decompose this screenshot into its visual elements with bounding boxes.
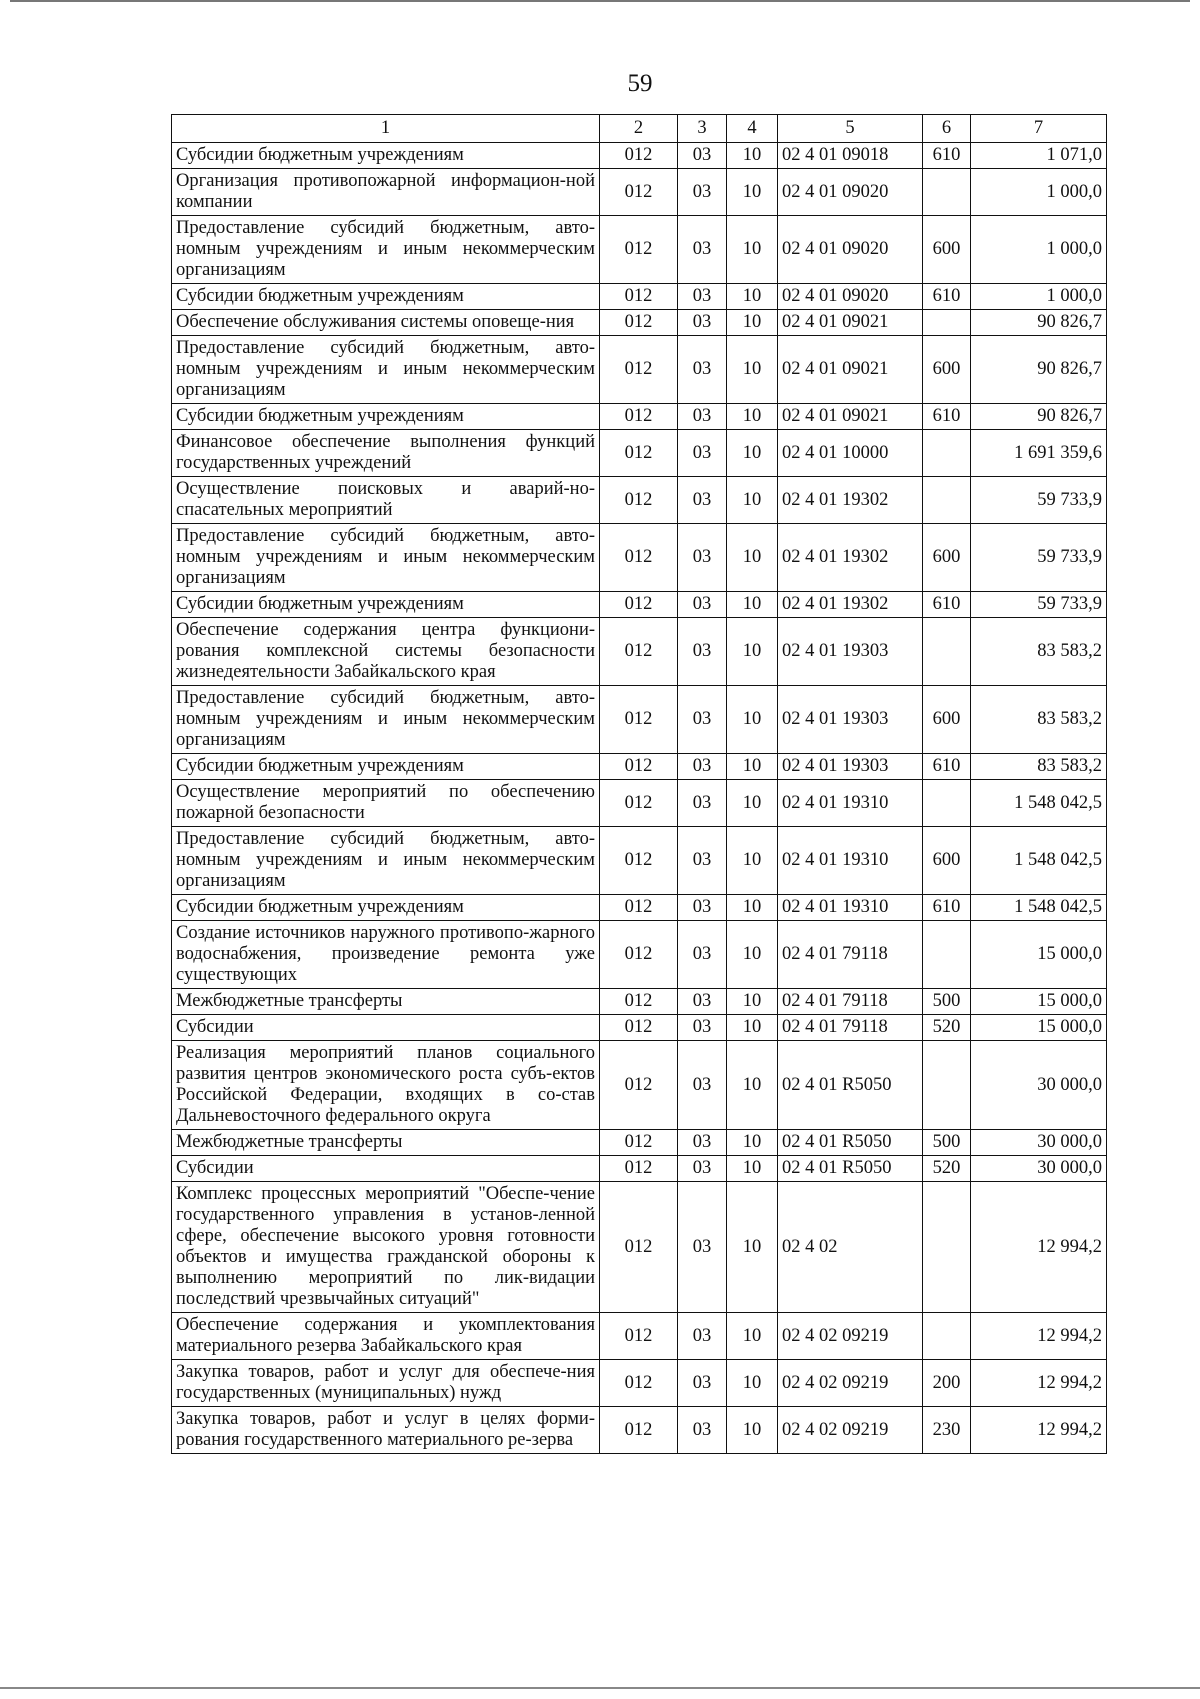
row-section: 03 <box>678 780 727 827</box>
row-admin-code: 012 <box>600 310 678 336</box>
row-amount: 1 691 359,6 <box>971 430 1107 477</box>
row-subsection: 10 <box>727 336 778 404</box>
row-subsection: 10 <box>727 780 778 827</box>
row-subsection: 10 <box>727 169 778 216</box>
row-admin-code: 012 <box>600 1407 678 1454</box>
row-name: Субсидии бюджетным учреждениям <box>172 895 600 921</box>
row-section: 03 <box>678 1360 727 1407</box>
row-name: Субсидии бюджетным учреждениям <box>172 143 600 169</box>
row-expense-type <box>923 1313 971 1360</box>
header-col-3: 3 <box>678 115 727 143</box>
row-name: Обеспечение содержания и укомплектования материального резерва Забайкальского края <box>172 1313 600 1360</box>
row-admin-code: 012 <box>600 1015 678 1041</box>
row-admin-code: 012 <box>600 1182 678 1313</box>
row-name: Субсидии <box>172 1156 600 1182</box>
row-target-code: 02 4 01 79118 <box>778 989 923 1015</box>
row-section: 03 <box>678 754 727 780</box>
row-admin-code: 012 <box>600 404 678 430</box>
row-amount: 1 000,0 <box>971 169 1107 216</box>
row-name: Реализация мероприятий планов социального развития центров экономического роста субъ-ектов Российской Федерации, входящих в со-став Дальневосточного федерального округа <box>172 1041 600 1130</box>
header-col-2: 2 <box>600 115 678 143</box>
table-row <box>172 336 1107 404</box>
row-amount: 1 071,0 <box>971 143 1107 169</box>
header-col-4: 4 <box>727 115 778 143</box>
table-row <box>172 1313 1107 1360</box>
row-name: Субсидии <box>172 1015 600 1041</box>
row-section: 03 <box>678 430 727 477</box>
row-name: Предоставление субсидий бюджетным, авто-номным учреждениям и иным некоммерческим организациям <box>172 827 600 895</box>
row-target-code: 02 4 01 09021 <box>778 310 923 336</box>
row-subsection: 10 <box>727 921 778 989</box>
row-admin-code: 012 <box>600 618 678 686</box>
header-row <box>172 115 1107 143</box>
row-amount: 59 733,9 <box>971 592 1107 618</box>
row-target-code: 02 4 01 09018 <box>778 143 923 169</box>
row-admin-code: 012 <box>600 430 678 477</box>
row-target-code: 02 4 01 09021 <box>778 336 923 404</box>
row-admin-code: 012 <box>600 895 678 921</box>
row-expense-type: 520 <box>923 1156 971 1182</box>
row-amount: 12 994,2 <box>971 1360 1107 1407</box>
table-row <box>172 1182 1107 1313</box>
row-expense-type: 610 <box>923 404 971 430</box>
row-subsection: 10 <box>727 477 778 524</box>
table-row <box>172 169 1107 216</box>
row-target-code: 02 4 01 19303 <box>778 754 923 780</box>
row-admin-code: 012 <box>600 827 678 895</box>
row-subsection: 10 <box>727 592 778 618</box>
row-amount: 59 733,9 <box>971 477 1107 524</box>
row-admin-code: 012 <box>600 1156 678 1182</box>
row-name: Финансовое обеспечение выполнения функций государственных учреждений <box>172 430 600 477</box>
row-section: 03 <box>678 618 727 686</box>
row-target-code: 02 4 01 10000 <box>778 430 923 477</box>
table-row <box>172 592 1107 618</box>
scan-top-edge <box>10 0 1190 2</box>
row-expense-type: 610 <box>923 284 971 310</box>
row-expense-type <box>923 477 971 524</box>
row-amount: 30 000,0 <box>971 1041 1107 1130</box>
row-section: 03 <box>678 216 727 284</box>
table-row <box>172 430 1107 477</box>
row-subsection: 10 <box>727 1015 778 1041</box>
row-expense-type <box>923 310 971 336</box>
row-subsection: 10 <box>727 686 778 754</box>
row-name: Обеспечение содержания центра функциони-рования комплексной системы безопасности жизнедеятельности Забайкальского края <box>172 618 600 686</box>
row-subsection: 10 <box>727 1360 778 1407</box>
row-expense-type <box>923 921 971 989</box>
table-row <box>172 618 1107 686</box>
table-row <box>172 827 1107 895</box>
row-target-code: 02 4 01 19303 <box>778 618 923 686</box>
row-name: Субсидии бюджетным учреждениям <box>172 592 600 618</box>
row-name: Предоставление субсидий бюджетным, авто-номным учреждениям и иным некоммерческим организациям <box>172 524 600 592</box>
row-amount: 83 583,2 <box>971 686 1107 754</box>
row-section: 03 <box>678 1156 727 1182</box>
row-target-code: 02 4 01 19310 <box>778 827 923 895</box>
row-amount: 15 000,0 <box>971 1015 1107 1041</box>
table-row <box>172 1130 1107 1156</box>
row-section: 03 <box>678 524 727 592</box>
row-expense-type <box>923 430 971 477</box>
row-name: Организация противопожарной информацион-ной компании <box>172 169 600 216</box>
row-amount: 30 000,0 <box>971 1156 1107 1182</box>
row-target-code: 02 4 02 <box>778 1182 923 1313</box>
row-target-code: 02 4 02 09219 <box>778 1360 923 1407</box>
row-target-code: 02 4 02 09219 <box>778 1407 923 1454</box>
row-target-code: 02 4 01 79118 <box>778 1015 923 1041</box>
row-amount: 1 548 042,5 <box>971 827 1107 895</box>
row-admin-code: 012 <box>600 336 678 404</box>
row-subsection: 10 <box>727 1130 778 1156</box>
table-row <box>172 686 1107 754</box>
table-row <box>172 921 1107 989</box>
row-admin-code: 012 <box>600 592 678 618</box>
row-admin-code: 012 <box>600 989 678 1015</box>
row-expense-type: 500 <box>923 989 971 1015</box>
row-section: 03 <box>678 1130 727 1156</box>
row-section: 03 <box>678 1313 727 1360</box>
table-header <box>172 115 1107 143</box>
table-row <box>172 1156 1107 1182</box>
row-name: Субсидии бюджетным учреждениям <box>172 754 600 780</box>
row-section: 03 <box>678 686 727 754</box>
row-target-code: 02 4 01 19302 <box>778 477 923 524</box>
row-admin-code: 012 <box>600 686 678 754</box>
header-col-1: 1 <box>172 115 600 143</box>
row-section: 03 <box>678 310 727 336</box>
row-subsection: 10 <box>727 404 778 430</box>
row-section: 03 <box>678 592 727 618</box>
row-target-code: 02 4 01 19303 <box>778 686 923 754</box>
row-subsection: 10 <box>727 284 778 310</box>
row-subsection: 10 <box>727 216 778 284</box>
row-admin-code: 012 <box>600 477 678 524</box>
row-amount: 1 000,0 <box>971 216 1107 284</box>
row-amount: 12 994,2 <box>971 1407 1107 1454</box>
row-name: Обеспечение обслуживания системы оповеще-ния <box>172 310 600 336</box>
row-admin-code: 012 <box>600 754 678 780</box>
row-admin-code: 012 <box>600 921 678 989</box>
row-section: 03 <box>678 284 727 310</box>
row-admin-code: 012 <box>600 284 678 310</box>
row-amount: 12 994,2 <box>971 1182 1107 1313</box>
scan-bottom-edge <box>0 1687 1200 1689</box>
row-name: Предоставление субсидий бюджетным, авто-номным учреждениям и иным некоммерческим организациям <box>172 336 600 404</box>
row-section: 03 <box>678 1015 727 1041</box>
row-target-code: 02 4 01 09020 <box>778 284 923 310</box>
page-number: 59 <box>627 70 653 97</box>
row-target-code: 02 4 01 09020 <box>778 216 923 284</box>
row-name: Межбюджетные трансферты <box>172 1130 600 1156</box>
row-subsection: 10 <box>727 1182 778 1313</box>
row-amount: 83 583,2 <box>971 618 1107 686</box>
table-row <box>172 404 1107 430</box>
row-section: 03 <box>678 1182 727 1313</box>
table-row <box>172 284 1107 310</box>
table-row <box>172 216 1107 284</box>
row-section: 03 <box>678 895 727 921</box>
row-target-code: 02 4 01 09021 <box>778 404 923 430</box>
row-section: 03 <box>678 827 727 895</box>
row-expense-type <box>923 1041 971 1130</box>
row-admin-code: 012 <box>600 780 678 827</box>
row-target-code: 02 4 01 R5050 <box>778 1041 923 1130</box>
table-row <box>172 754 1107 780</box>
row-name: Межбюджетные трансферты <box>172 989 600 1015</box>
table-row <box>172 989 1107 1015</box>
row-admin-code: 012 <box>600 169 678 216</box>
row-expense-type: 610 <box>923 143 971 169</box>
row-name: Предоставление субсидий бюджетным, авто-номным учреждениям и иным некоммерческим организациям <box>172 216 600 284</box>
row-amount: 30 000,0 <box>971 1130 1107 1156</box>
row-section: 03 <box>678 921 727 989</box>
header-col-7: 7 <box>971 115 1107 143</box>
row-section: 03 <box>678 1407 727 1454</box>
table-row <box>172 1360 1107 1407</box>
row-section: 03 <box>678 336 727 404</box>
row-amount: 59 733,9 <box>971 524 1107 592</box>
row-name: Закупка товаров, работ и услуг в целях форми-рования государственного материального ре-зерва <box>172 1407 600 1454</box>
row-target-code: 02 4 01 09020 <box>778 169 923 216</box>
header-col-6: 6 <box>923 115 971 143</box>
row-name: Осуществление поисковых и аварий-но-спасательных мероприятий <box>172 477 600 524</box>
row-expense-type: 600 <box>923 524 971 592</box>
row-name: Предоставление субсидий бюджетным, авто-номным учреждениям и иным некоммерческим организациям <box>172 686 600 754</box>
row-admin-code: 012 <box>600 1041 678 1130</box>
row-amount: 83 583,2 <box>971 754 1107 780</box>
row-expense-type: 610 <box>923 754 971 780</box>
row-target-code: 02 4 01 19302 <box>778 592 923 618</box>
row-section: 03 <box>678 404 727 430</box>
row-target-code: 02 4 01 19310 <box>778 780 923 827</box>
row-section: 03 <box>678 477 727 524</box>
row-subsection: 10 <box>727 143 778 169</box>
row-subsection: 10 <box>727 618 778 686</box>
row-subsection: 10 <box>727 310 778 336</box>
row-amount: 1 548 042,5 <box>971 780 1107 827</box>
row-name: Субсидии бюджетным учреждениям <box>172 284 600 310</box>
row-expense-type: 200 <box>923 1360 971 1407</box>
row-amount: 1 548 042,5 <box>971 895 1107 921</box>
row-section: 03 <box>678 989 727 1015</box>
row-subsection: 10 <box>727 1313 778 1360</box>
table-body <box>172 143 1107 1454</box>
budget-table-container <box>171 114 1106 1454</box>
row-section: 03 <box>678 1041 727 1130</box>
row-target-code: 02 4 01 19302 <box>778 524 923 592</box>
row-amount: 12 994,2 <box>971 1313 1107 1360</box>
row-subsection: 10 <box>727 989 778 1015</box>
header-col-5: 5 <box>778 115 923 143</box>
row-expense-type: 520 <box>923 1015 971 1041</box>
row-admin-code: 012 <box>600 1360 678 1407</box>
row-section: 03 <box>678 169 727 216</box>
row-subsection: 10 <box>727 1407 778 1454</box>
row-expense-type <box>923 618 971 686</box>
row-section: 03 <box>678 143 727 169</box>
row-admin-code: 012 <box>600 216 678 284</box>
row-expense-type <box>923 780 971 827</box>
table-row <box>172 1015 1107 1041</box>
row-amount: 15 000,0 <box>971 921 1107 989</box>
row-expense-type <box>923 1182 971 1313</box>
row-amount: 1 000,0 <box>971 284 1107 310</box>
row-name: Закупка товаров, работ и услуг для обеспече-ния государственных (муниципальных) нужд <box>172 1360 600 1407</box>
row-subsection: 10 <box>727 1041 778 1130</box>
row-subsection: 10 <box>727 754 778 780</box>
row-subsection: 10 <box>727 524 778 592</box>
row-expense-type: 610 <box>923 592 971 618</box>
table-row <box>172 1407 1107 1454</box>
row-expense-type: 600 <box>923 336 971 404</box>
budget-table <box>171 114 1107 1454</box>
row-amount: 90 826,7 <box>971 404 1107 430</box>
row-target-code: 02 4 01 R5050 <box>778 1130 923 1156</box>
row-subsection: 10 <box>727 895 778 921</box>
row-name: Осуществление мероприятий по обеспечению пожарной безопасности <box>172 780 600 827</box>
row-name: Создание источников наружного противопо-жарного водоснабжения, произведение ремонта уже существующих <box>172 921 600 989</box>
row-amount: 90 826,7 <box>971 310 1107 336</box>
row-expense-type: 600 <box>923 686 971 754</box>
row-admin-code: 012 <box>600 1130 678 1156</box>
row-admin-code: 012 <box>600 143 678 169</box>
table-row <box>172 1041 1107 1130</box>
row-name: Комплекс процессных мероприятий "Обеспе-чение государственного управления в установ-ленной сфере, обеспечение высокого уровня готовности объектов и имущества гражданской обороны к выполнению мероприятий по лик-видации последствий чрезвычайных ситуаций" <box>172 1182 600 1313</box>
row-expense-type <box>923 169 971 216</box>
row-target-code: 02 4 01 79118 <box>778 921 923 989</box>
table-row <box>172 310 1107 336</box>
row-target-code: 02 4 01 R5050 <box>778 1156 923 1182</box>
table-row <box>172 895 1107 921</box>
row-expense-type: 500 <box>923 1130 971 1156</box>
row-expense-type: 600 <box>923 216 971 284</box>
row-amount: 90 826,7 <box>971 336 1107 404</box>
row-subsection: 10 <box>727 1156 778 1182</box>
table-row <box>172 780 1107 827</box>
row-name: Субсидии бюджетным учреждениям <box>172 404 600 430</box>
row-amount: 15 000,0 <box>971 989 1107 1015</box>
table-row <box>172 143 1107 169</box>
row-expense-type: 600 <box>923 827 971 895</box>
row-target-code: 02 4 01 19310 <box>778 895 923 921</box>
row-expense-type: 610 <box>923 895 971 921</box>
table-row <box>172 477 1107 524</box>
table-row <box>172 524 1107 592</box>
row-target-code: 02 4 02 09219 <box>778 1313 923 1360</box>
row-expense-type: 230 <box>923 1407 971 1454</box>
row-admin-code: 012 <box>600 524 678 592</box>
row-admin-code: 012 <box>600 1313 678 1360</box>
row-subsection: 10 <box>727 430 778 477</box>
row-subsection: 10 <box>727 827 778 895</box>
